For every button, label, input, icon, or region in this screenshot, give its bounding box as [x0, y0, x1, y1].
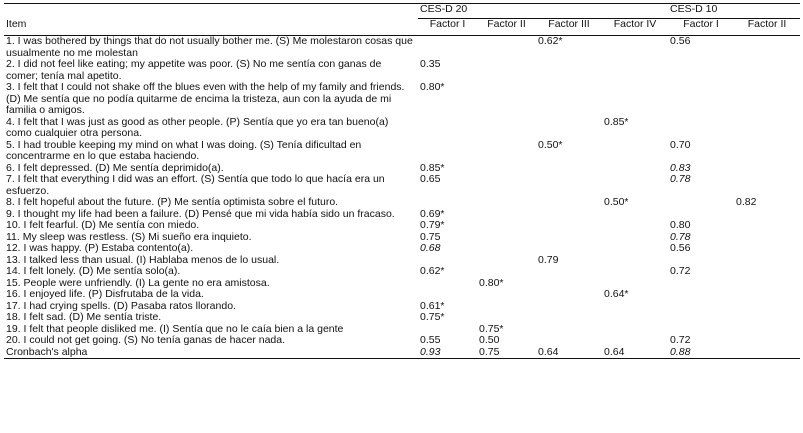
loading-cell: 0.50* [604, 196, 629, 208]
loading-cell [418, 289, 477, 301]
table-row [4, 312, 800, 324]
loading-cell [602, 335, 668, 347]
loading-cell: 0.56 [670, 35, 691, 47]
loading-cell [477, 209, 536, 221]
group-header-cesd10 [668, 4, 800, 19]
loading-cell [418, 197, 477, 209]
loading-cell [602, 266, 668, 278]
cronbach-alpha-label: Cronbach's alpha [4, 347, 418, 359]
table-row [4, 140, 800, 163]
loading-cell [734, 324, 800, 336]
loading-cell [477, 82, 536, 117]
loading-cell [536, 335, 602, 347]
loading-cell: 0.80* [479, 276, 504, 289]
loading-cell [668, 289, 734, 301]
loading-cell [734, 220, 800, 232]
loading-cell [536, 312, 602, 324]
alpha-cell: 0.93 [418, 347, 477, 359]
item-text: 14. I felt lonely. (D) Me sentía solo(a). [6, 265, 181, 277]
loading-cell: 0.75 [420, 230, 441, 243]
table-row [4, 243, 800, 255]
group-header-cesd20-label: CES-D 20 [420, 3, 468, 15]
loading-cell [602, 140, 668, 163]
loading-cell [477, 255, 536, 267]
loading-cell [477, 140, 536, 163]
loading-cell [536, 232, 602, 244]
table-row [4, 289, 800, 301]
loading-cell: 0.61* [420, 299, 445, 312]
table-row [4, 82, 800, 117]
loading-cell [602, 301, 668, 313]
loading-cell [734, 163, 800, 175]
column-header-cesd10-factor-1: Factor I [668, 19, 734, 36]
loading-cell [477, 197, 536, 209]
loading-cell: 0.80 [670, 219, 691, 231]
table-row [4, 117, 800, 140]
table-row [4, 335, 800, 347]
loading-cell [536, 266, 602, 278]
column-header-row [4, 19, 800, 36]
group-header-row [4, 4, 800, 19]
item-text: 12. I was happy. (P) Estaba contento(a). [6, 242, 194, 254]
column-header-cesd20-factor-4: Factor IV [602, 19, 668, 36]
item-text: 9. I thought my life had been a failure. (D) Pensé que mi vida había sido un fracaso. [6, 207, 395, 220]
loading-cell [668, 278, 734, 290]
loading-cell [734, 255, 800, 267]
loading-cell [734, 243, 800, 255]
loading-cell [477, 289, 536, 301]
loading-cell [734, 301, 800, 313]
table-body [4, 36, 800, 359]
group-header-cesd10-label: CES-D 10 [670, 3, 718, 15]
loading-cell: 0.82 [736, 196, 757, 208]
item-text: 20. I could not get going. (S) No tenía ganas de hacer nada. [6, 334, 286, 346]
item-text: 15. People were unfriendly. (I) La gente no era amistosa. [6, 276, 270, 289]
loading-cell: 0.75* [420, 311, 445, 323]
loading-cell [602, 255, 668, 267]
loading-cell [734, 335, 800, 347]
column-header-item: Item [4, 19, 418, 36]
alpha-cell: 0.75 [477, 347, 536, 359]
loading-cell [477, 243, 536, 255]
loading-cell [734, 312, 800, 324]
loading-cell: 0.79 [538, 253, 559, 266]
loading-cell [536, 117, 602, 140]
loading-cell [602, 232, 668, 244]
loading-cell: 0.78 [670, 173, 691, 185]
loading-cell [536, 209, 602, 221]
loading-cell [477, 301, 536, 313]
column-header-cesd20-factor-1: Factor I [418, 19, 477, 36]
loading-cell [602, 324, 668, 336]
loading-cell [536, 174, 602, 197]
loading-cell [602, 220, 668, 232]
loading-cell [477, 163, 536, 175]
loading-cell [602, 59, 668, 82]
loading-cell [536, 324, 602, 336]
loading-cell: 0.79* [420, 219, 445, 231]
table-header [4, 4, 800, 36]
loading-cell [734, 117, 800, 140]
column-header-cesd10-factor-2: Factor II [734, 19, 800, 36]
loading-cell [734, 209, 800, 221]
table-row [4, 36, 800, 60]
alpha-cell [734, 347, 800, 359]
loading-cell [418, 278, 477, 290]
loading-cell [668, 59, 734, 82]
table-row [4, 266, 800, 278]
loading-cell [734, 174, 800, 197]
item-text: 3. I felt that I could not shake off the blues even with the help of my family and friends. (D) Me sentía que no podía quitarme de encima la tristeza, aun con la ayuda de mi familia o amigos. [6, 81, 405, 116]
loading-cell: 0.35 [420, 58, 441, 70]
loading-cell: 0.68 [420, 242, 441, 254]
loading-cell [602, 82, 668, 117]
loading-cell [477, 36, 536, 60]
loading-cell: 0.50* [538, 138, 563, 151]
loading-cell: 0.75* [479, 322, 504, 335]
item-text: 16. I enjoyed life. (P) Disfrutaba de la vida. [6, 288, 204, 300]
loading-cell [477, 220, 536, 232]
loading-cell [418, 140, 477, 163]
table-row [4, 197, 800, 209]
loading-cell [477, 312, 536, 324]
alpha-cell: 0.88 [668, 347, 734, 359]
table-row [4, 174, 800, 197]
factor-loadings-table [4, 3, 800, 359]
loading-cell [477, 232, 536, 244]
loading-cell: 0.56 [670, 242, 691, 254]
loading-cell [668, 197, 734, 209]
loading-cell [602, 36, 668, 60]
loading-cell [536, 82, 602, 117]
loading-cell: 0.85* [420, 161, 445, 174]
loading-cell [536, 220, 602, 232]
loading-cell: 0.80* [420, 81, 445, 93]
loading-cell [734, 278, 800, 290]
table-row [4, 59, 800, 82]
loading-cell [602, 163, 668, 175]
item-text: 17. I had crying spells. (D) Pasaba ratos llorando. [6, 299, 236, 312]
loading-cell [418, 117, 477, 140]
loading-cell: 0.72 [670, 265, 691, 277]
loading-cell: 0.72 [670, 334, 691, 346]
loading-cell: 0.55 [420, 334, 441, 346]
column-header-cesd20-factor-2: Factor II [477, 19, 536, 36]
loading-cell: 0.70 [670, 138, 691, 151]
item-text: 10. I felt fearful. (D) Me sentía con miedo. [6, 219, 200, 231]
loading-cell: 0.85* [604, 115, 629, 128]
loading-cell [536, 163, 602, 175]
loading-cell: 0.62* [538, 35, 563, 47]
item-text: 7. I felt that everything I did was an effort. (S) Sentía que todo lo que hacía era un esfuerzo. [6, 173, 385, 197]
column-header-cesd20-factor-3: Factor III [536, 19, 602, 36]
item-text: 2. I did not feel like eating; my appetite was poor. (S) No me sentía con ganas de comer; tenía mal apetito. [6, 58, 382, 82]
loading-cell [536, 289, 602, 301]
item-text: 18. I felt sad. (D) Me sentía triste. [6, 311, 162, 323]
loading-cell [668, 312, 734, 324]
item-text: 8. I felt hopeful about the future. (P) Me sentía optimista sobre el futuro. [6, 196, 339, 208]
loading-cell: 0.69* [420, 207, 445, 220]
table-row [4, 220, 800, 232]
loading-cell: 0.64* [604, 288, 629, 300]
loading-cell [734, 289, 800, 301]
loading-cell: 0.65 [420, 173, 441, 185]
loading-cell [477, 174, 536, 197]
loading-cell [477, 59, 536, 82]
group-header-empty [4, 4, 418, 19]
item-text: 6. I felt depressed. (D) Me sentía deprimido(a). [6, 161, 224, 174]
loading-cell: 0.78 [670, 230, 691, 243]
item-text: 1. I was bothered by things that do not usually bother me. (S) Me molestaron cosas que usualmente no me molestan [6, 35, 413, 59]
item-text: 4. I felt that I was just as good as other people. (P) Sentía que yo era tan bueno(a) como cualquier otra persona. [6, 115, 389, 139]
loading-cell [734, 82, 800, 117]
cronbach-alpha-row [4, 347, 800, 359]
loading-cell [668, 301, 734, 313]
loading-cell [536, 301, 602, 313]
loading-cell: 0.62* [420, 265, 445, 277]
loading-cell [602, 312, 668, 324]
loading-cell [536, 278, 602, 290]
loading-cell [536, 243, 602, 255]
item-text: 13. I talked less than usual. (I) Hablaba menos de lo usual. [6, 253, 280, 266]
loading-cell [734, 266, 800, 278]
loading-cell [536, 59, 602, 82]
loading-cell [668, 82, 734, 117]
loading-cell [536, 197, 602, 209]
loading-cell: 0.50 [479, 334, 500, 346]
loading-cell: 0.83 [670, 161, 691, 174]
item-text: 11. My sleep was restless. (S) Mi sueño era inquieto. [6, 230, 252, 243]
loading-cell [668, 117, 734, 140]
loading-cell [477, 117, 536, 140]
item-text: 5. I had trouble keeping my mind on what I was doing. (S) Tenía dificultad en concentrarme en lo que estaba haciendo. [6, 138, 362, 162]
loading-cell [734, 140, 800, 163]
loading-cell [602, 174, 668, 197]
alpha-cell: 0.64 [602, 347, 668, 359]
item-text: 19. I felt that people disliked me. (I) Sentía que no le caía bien a la gente [6, 322, 344, 335]
group-header-cesd20 [418, 4, 668, 19]
loading-cell [602, 243, 668, 255]
loading-cell [734, 36, 800, 60]
alpha-cell: 0.64 [536, 347, 602, 359]
loading-cell [602, 209, 668, 221]
loading-cell [418, 36, 477, 60]
loading-cell [734, 59, 800, 82]
loading-cell [477, 266, 536, 278]
loading-cell [734, 232, 800, 244]
